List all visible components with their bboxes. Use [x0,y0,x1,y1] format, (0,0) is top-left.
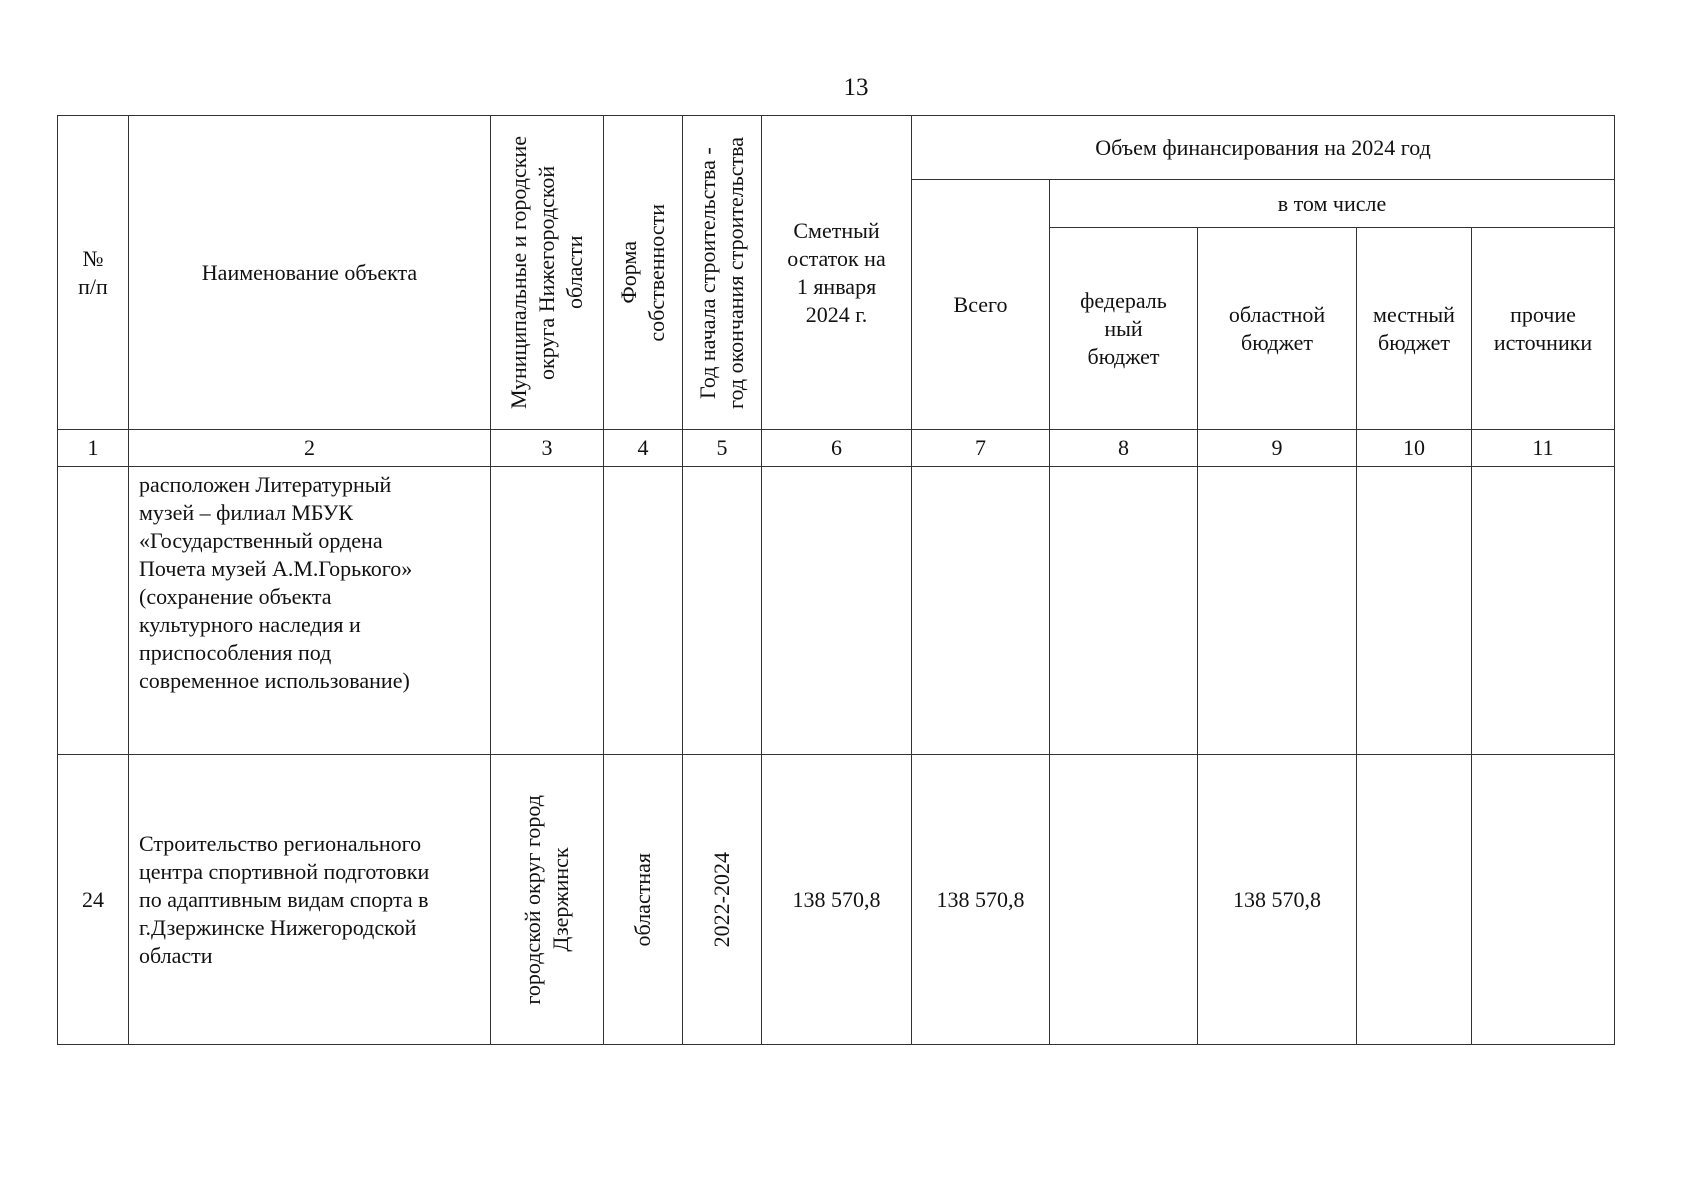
row-local [1357,467,1472,755]
column-number: 3 [491,430,604,467]
header-estimate: Сметный остаток на 1 января 2024 г. [762,116,912,430]
column-number: 9 [1198,430,1357,467]
row-other [1472,755,1615,1045]
page-number: 13 [843,74,869,101]
column-number: 7 [912,430,1050,467]
row-regional: 138 570,8 [1198,755,1357,1045]
header-funding-group: Объем финансирования на 2024 год [912,116,1615,180]
header-other: прочие источники [1472,228,1615,430]
column-number: 1 [58,430,129,467]
header-regional: областной бюджет [1198,228,1357,430]
row-municipal: городской округ город Дзержинск [491,755,604,1045]
column-number: 5 [683,430,762,467]
row-municipal [491,467,604,755]
header-num: № п/п [58,116,129,430]
row-ownership [604,467,683,755]
header-total: Всего [912,180,1050,430]
column-number: 6 [762,430,912,467]
column-number: 11 [1472,430,1615,467]
column-number: 8 [1050,430,1198,467]
row-ownership: областная [604,755,683,1045]
row-num [58,467,129,755]
row-other [1472,467,1615,755]
header-ownership: Форма собственности [604,116,683,430]
row-estimate [762,467,912,755]
header-local: местный бюджет [1357,228,1472,430]
header-federal: федераль ный бюджет [1050,228,1198,430]
row-years [683,467,762,755]
column-number-row [58,430,1615,467]
row-object-name: Строительство регионального центра спортивной подготовки по адаптивным видам спорта в г.Дзержинске Нижегородской области [129,755,491,1045]
row-num: 24 [58,755,129,1045]
row-estimate: 138 570,8 [762,755,912,1045]
row-local [1357,755,1472,1045]
table-row [58,755,1615,1045]
row-federal [1050,467,1198,755]
row-federal [1050,755,1198,1045]
row-years: 2022-2024 [683,755,762,1045]
row-total: 138 570,8 [912,755,1050,1045]
row-object-name: расположен Литературный музей – филиал МБУК «Государственный ордена Почета музей А.М.Горького» (сохранение объекта культурного наследия и приспособления под современное использование) [129,467,491,755]
column-number: 10 [1357,430,1472,467]
row-regional [1198,467,1357,755]
header-including-group: в том числе [1050,180,1615,228]
column-number: 4 [604,430,683,467]
table-row [58,467,1615,755]
header-object-name: Наименование объекта [129,116,491,430]
header-row-1 [58,116,1615,180]
header-years: Год начала строительства - год окончания строительства [683,116,762,430]
header-municipal: Муниципальные и городские округа Нижегородской области [491,116,604,430]
financing-table [57,115,1615,1045]
row-total [912,467,1050,755]
column-number: 2 [129,430,491,467]
